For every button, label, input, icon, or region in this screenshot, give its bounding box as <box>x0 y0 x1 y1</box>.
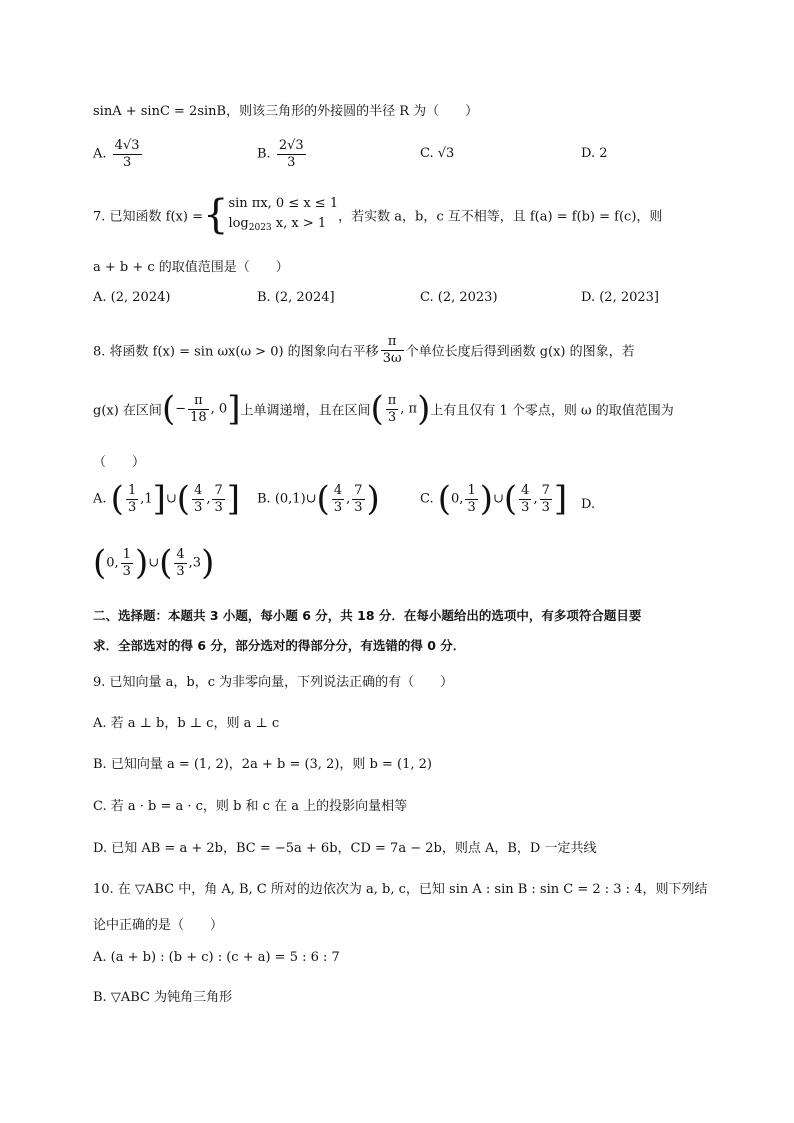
denominator: 3 <box>122 154 132 170</box>
numerator: π <box>387 392 397 408</box>
text: 0, <box>451 491 464 507</box>
section-2-heading-line1: 二、选择题：本题共 3 小题，每小题 6 分，共 18 分．在每小题给出的选项中，有多项符合题目要 <box>93 608 642 623</box>
denominator: 3ω <box>382 350 402 366</box>
q6-option-a <box>93 138 144 170</box>
denominator: 18 <box>190 409 207 425</box>
denominator: 3 <box>194 499 203 515</box>
denominator: 3 <box>354 499 363 515</box>
left-paren: ( <box>316 479 330 519</box>
denominator: 3 <box>333 499 343 515</box>
right-paren: ) <box>201 543 215 583</box>
option-text: (2, 2024] <box>274 290 335 305</box>
interval2-fraction <box>386 393 399 425</box>
left-paren: ( <box>161 389 176 429</box>
fraction <box>126 483 138 515</box>
q10-option-b: B. ▽ABC 为钝角三角形 <box>93 990 233 1005</box>
numerator: 4√3 <box>114 138 140 153</box>
option-letter: B. <box>257 290 271 305</box>
section-2-heading-line2: 求．全部选对的得 6 分，部分选对的得部分分，有选错的得 0 分． <box>93 638 466 653</box>
text: 0, <box>106 555 119 571</box>
q7-option-b <box>257 290 335 305</box>
option-letter: C. <box>420 146 434 161</box>
fraction <box>332 483 344 515</box>
q10-option-a: A. (a + b) : (b + c) : (c + a) = 5 : 6 : 7 <box>93 950 340 965</box>
q6-option-c <box>420 146 454 161</box>
option-text: (2, 2024) <box>110 290 171 305</box>
denominator: 3 <box>387 409 397 425</box>
union: ∪ <box>165 491 177 507</box>
q7-option-d <box>581 290 659 305</box>
interval2-end: , π <box>400 401 418 417</box>
numerator: 2√3 <box>278 138 304 153</box>
q9-option-b: B. 已知向量 a = (1, 2)，2a + b = (3, 2)，则 b = (1, 2) <box>93 757 432 772</box>
numerator: 1 <box>127 482 137 498</box>
q6-tail: sinA + sinC = 2sinB，则该三角形的外接圆的半径 R 为（ ） <box>93 104 479 119</box>
left-paren: ( <box>503 479 518 519</box>
q8-part5: 上有且仅有 1 个零点，则 ω 的取值范围为 <box>430 403 674 419</box>
interval1-fraction <box>188 393 209 425</box>
fraction <box>121 547 133 579</box>
right-bracket: ] <box>553 479 568 519</box>
left-paren: ( <box>176 479 191 519</box>
option-letter: B. <box>257 146 271 162</box>
option-letter: A. <box>93 491 107 507</box>
q7-suffix: ，若实数 a，b，c 互不相等，且 f(a) = f(b) = f(c)，则 <box>338 209 663 225</box>
option-letter: C. <box>420 290 434 305</box>
left-paren: ( <box>159 543 173 583</box>
q6-option-d <box>581 146 608 161</box>
numerator: 7 <box>541 482 550 498</box>
q8-part4: 上单调递增，且在区间 <box>240 403 371 419</box>
numerator: π <box>188 393 209 410</box>
option-text: (2, 2023] <box>599 290 659 305</box>
fraction <box>540 483 552 515</box>
q8-line1 <box>93 334 635 366</box>
right-paren: ) <box>417 389 431 429</box>
denominator: 3 <box>214 499 223 515</box>
q7-prefix: 7. 已知函数 f(x) = <box>93 209 203 225</box>
right-bracket: ] <box>226 479 241 519</box>
option-letter: A. <box>93 146 107 162</box>
q8-option-d-letter: D. <box>581 497 596 512</box>
q8-part1: 8. 将函数 f(x) = sin ωx(ω > 0) 的图象向右平移 <box>93 344 379 360</box>
option-text: √3 <box>437 146 455 161</box>
numerator: 4 <box>176 546 185 562</box>
q7-option-c <box>420 290 498 305</box>
denominator: 3 <box>521 499 530 515</box>
log-subscript: 2023 <box>248 223 272 234</box>
q10-stem-line2: 论中正确的是（ ） <box>93 918 224 933</box>
numerator: 1 <box>467 482 476 498</box>
left-brace: { <box>202 192 229 239</box>
option-letter: B. <box>257 491 271 507</box>
text: ,1 <box>140 491 153 507</box>
case-1: sin πx, 0 ≤ x ≤ 1 <box>228 196 339 211</box>
left-paren: ( <box>93 543 107 583</box>
right-paren: ) <box>479 479 493 519</box>
right-bracket: ] <box>227 389 241 429</box>
option-text: (2, 2023) <box>437 290 498 305</box>
log-base: log <box>228 216 249 232</box>
q7-line2: a + b + c 的取值范围是（ ） <box>93 260 289 275</box>
right-bracket: ] <box>152 479 166 519</box>
q6-option-b <box>257 138 308 170</box>
denominator: 3 <box>122 563 131 579</box>
denominator: 3 <box>176 563 185 579</box>
option-letter: C. <box>420 491 434 507</box>
fraction <box>212 483 224 515</box>
numerator: 7 <box>354 482 363 498</box>
shift-fraction <box>381 334 404 366</box>
case-2-rest: x, x > 1 <box>271 216 327 232</box>
right-paren: ) <box>134 543 149 583</box>
q9-option-a: A. 若 a ⊥ b，b ⊥ c，则 a ⊥ c <box>93 716 280 731</box>
comma: , <box>346 491 351 507</box>
q8-part2: 个单位长度后得到函数 g(x) 的图象，若 <box>405 344 635 360</box>
q8-option-a <box>93 479 241 519</box>
comma: , <box>533 491 538 507</box>
q8-line2 <box>93 389 674 429</box>
option-letter: D. <box>581 290 596 305</box>
minus-sign: − <box>175 401 187 417</box>
left-paren: ( <box>437 479 452 519</box>
q9-stem: 9. 已知向量 a，b，c 为非零向量，下列说法正确的有（ ） <box>93 675 454 690</box>
q7-option-a <box>93 290 170 305</box>
numerator: 7 <box>214 482 223 498</box>
fraction <box>519 483 531 515</box>
q8-option-d <box>93 543 215 583</box>
fraction <box>352 483 364 515</box>
fraction <box>465 483 477 515</box>
left-paren: ( <box>370 389 384 429</box>
q8-part3: g(x) 在区间 <box>93 403 162 419</box>
numerator: 1 <box>122 546 131 562</box>
numerator: π <box>381 334 404 351</box>
fraction <box>192 483 204 515</box>
q8-option-c <box>420 479 568 519</box>
case-2 <box>228 214 338 236</box>
text: (0,1)∪ <box>274 491 317 507</box>
union: ∪ <box>492 491 504 507</box>
denominator: 3 <box>467 499 476 515</box>
piecewise-cases <box>228 194 338 236</box>
left-paren: ( <box>110 479 124 519</box>
denominator: 3 <box>541 499 550 515</box>
q8-line3: （ ） <box>93 455 146 470</box>
fraction <box>174 547 186 579</box>
denominator: 3 <box>287 154 296 170</box>
q7-stem <box>93 192 663 239</box>
option-letter: A. <box>93 290 107 305</box>
numerator: 4 <box>333 482 343 498</box>
comma: , <box>206 491 211 507</box>
interval1-end: , 0 <box>210 401 228 417</box>
union: ∪ <box>148 555 160 571</box>
fraction <box>113 138 142 170</box>
fraction <box>277 138 306 170</box>
text: ,3 <box>188 555 202 571</box>
denominator: 3 <box>127 499 137 515</box>
option-text: 2 <box>599 146 608 161</box>
q8-option-b <box>257 479 380 519</box>
q10-stem: 10. 在 ▽ABC 中，角 A, B, C 所对的边依次为 a, b, c，已知 sin A : sin B : sin C = 2 : 3 : 4，则下列结 <box>93 882 708 897</box>
right-paren: ) <box>366 479 380 519</box>
numerator: 4 <box>194 482 203 498</box>
numerator: 4 <box>521 482 530 498</box>
q9-option-c: C. 若 a · b = a · c，则 b 和 c 在 a 上的投影向量相等 <box>93 799 408 814</box>
option-letter: D. <box>581 146 596 161</box>
q9-option-d: D. 已知 AB = a + 2b，BC = −5a + 6b，CD = 7a − 2b，则点 A，B，D 一定共线 <box>93 841 597 856</box>
